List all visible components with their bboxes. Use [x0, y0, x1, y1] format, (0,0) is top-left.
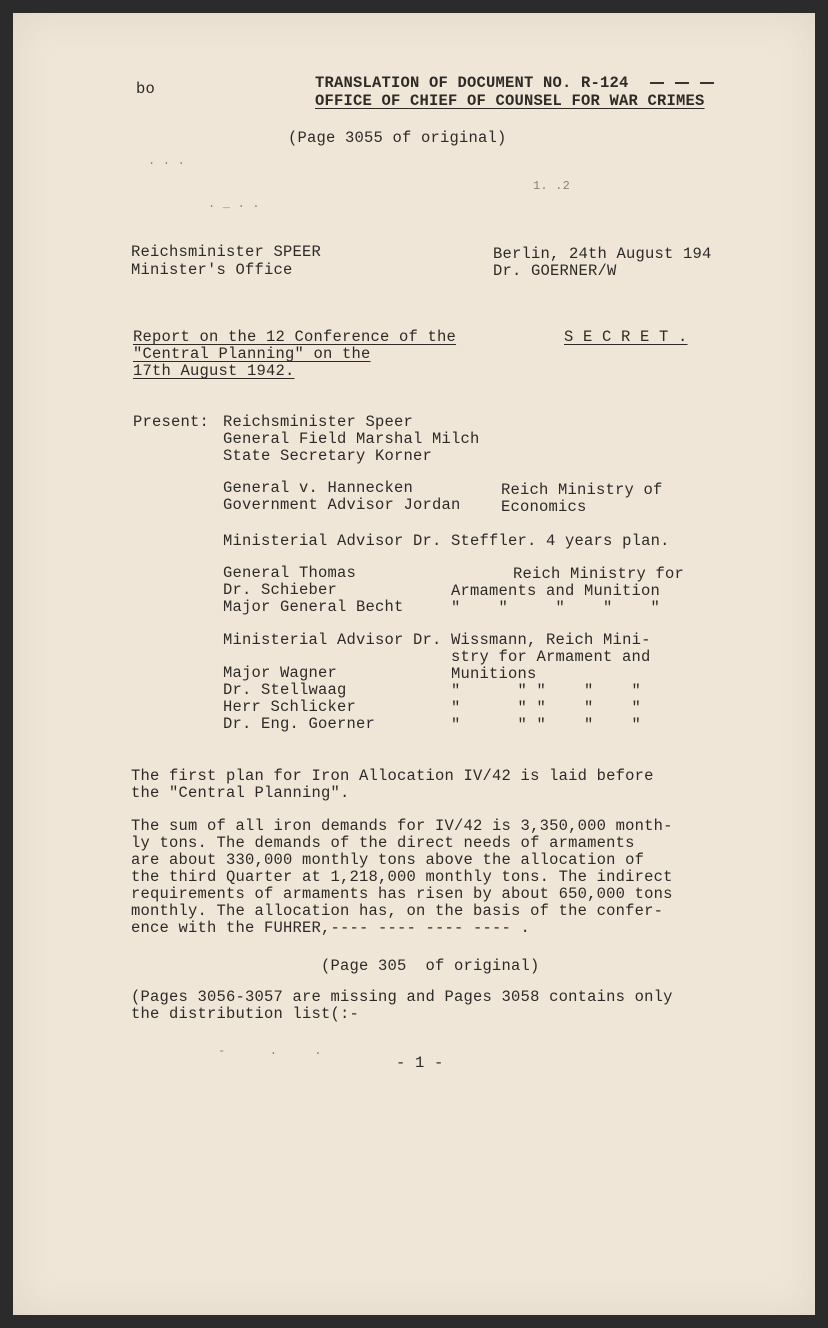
attendee: General Field Marshal Milch — [223, 430, 480, 448]
sender-line-2: Minister's Office — [131, 261, 293, 279]
attendee: Major Wagner — [223, 664, 338, 682]
typist-initials: bo — [136, 80, 156, 98]
attendee: Dr. Stellwaag — [223, 681, 347, 699]
attendee: General v. Hannecken — [223, 479, 414, 497]
smudge-2: 1. .2 — [533, 179, 571, 193]
paragraph-line: The first plan for Iron Allocation IV/42 is laid before — [131, 767, 654, 785]
header-dash-3 — [700, 82, 714, 84]
report-title-line-3: 17th August 1942. — [133, 362, 295, 380]
attendee: Ministerial Advisor Dr. Steffler. 4 years plan. — [223, 532, 670, 550]
organization: Munitions — [451, 665, 537, 683]
page-number: - 1 - — [396, 1054, 444, 1072]
paragraph-line: are about 330,000 monthly tons above the allocation of — [131, 851, 645, 869]
office-title: OFFICE OF CHIEF OF COUNSEL FOR WAR CRIMES — [315, 92, 705, 110]
organization: Reich Ministry of — [501, 481, 663, 499]
attendee: State Secretary Korner — [223, 447, 433, 465]
report-title-line-2: "Central Planning" on the — [133, 345, 371, 363]
paragraph-line: the third Quarter at 1,218,000 monthly tons. The indirect — [131, 868, 673, 886]
smudge-4: - . . — [218, 1044, 322, 1058]
attendee: Major General Becht — [223, 598, 404, 616]
attendee: Reichsminister Speer — [223, 413, 414, 431]
page-note-bottom: (Page 305 of original) — [321, 957, 540, 975]
classification-secret: S E C R E T . — [564, 328, 688, 346]
document-page — [13, 13, 815, 1315]
ditto-marks: " " " " " — [451, 699, 642, 717]
attendee: General Thomas — [223, 564, 357, 582]
header-dash-1 — [650, 82, 664, 84]
ditto-marks: " " " " " — [451, 682, 642, 700]
attendee: Government Advisor Jordan — [223, 496, 461, 514]
missing-pages-note: the distribution list(:- — [131, 1005, 360, 1023]
organization: Economics — [501, 498, 587, 516]
attendee: Dr. Eng. Goerner — [223, 715, 376, 733]
paragraph-line: ly tons. The demands of the direct needs of armaments — [131, 834, 635, 852]
paragraph-line: monthly. The allocation has, on the basis of the confer- — [131, 902, 664, 920]
organization: Armaments and Munition — [451, 582, 661, 600]
attendee: Ministerial Advisor Dr. Wissmann, Reich Mini- — [223, 631, 651, 649]
attendee: Herr Schlicker — [223, 698, 357, 716]
organization: Reich Ministry for — [513, 565, 685, 583]
present-label: Present: — [133, 413, 210, 431]
organization: stry for Armament and — [451, 648, 651, 666]
page-note-top: (Page 3055 of original) — [288, 129, 507, 147]
missing-pages-note: (Pages 3056-3057 are missing and Pages 3058 contains only — [131, 988, 673, 1006]
header-dash-2 — [675, 82, 689, 84]
smudge-1: . . . — [148, 154, 186, 168]
attendee: Dr. Schieber — [223, 581, 338, 599]
ditto-marks: " " " " " — [451, 716, 642, 734]
paragraph-line: requirements of armaments has risen by about 650,000 tons — [131, 885, 673, 903]
sender-line-1: Reichsminister SPEER — [131, 243, 322, 261]
paragraph-line: the "Central Planning". — [131, 784, 350, 802]
report-title-line-1: Report on the 12 Conference of the — [133, 328, 457, 346]
reference: Dr. GOERNER/W — [493, 262, 617, 280]
ditto-marks: " " " " " — [451, 599, 661, 617]
paragraph-line: The sum of all iron demands for IV/42 is 3,350,000 month- — [131, 817, 673, 835]
translation-title: TRANSLATION OF DOCUMENT NO. R-124 — [315, 74, 629, 92]
smudge-3: . _ . . — [208, 197, 260, 211]
place-date: Berlin, 24th August 194 — [493, 245, 712, 263]
paragraph-line: ence with the FUHRER,---- ---- ---- ---- . — [131, 919, 531, 937]
